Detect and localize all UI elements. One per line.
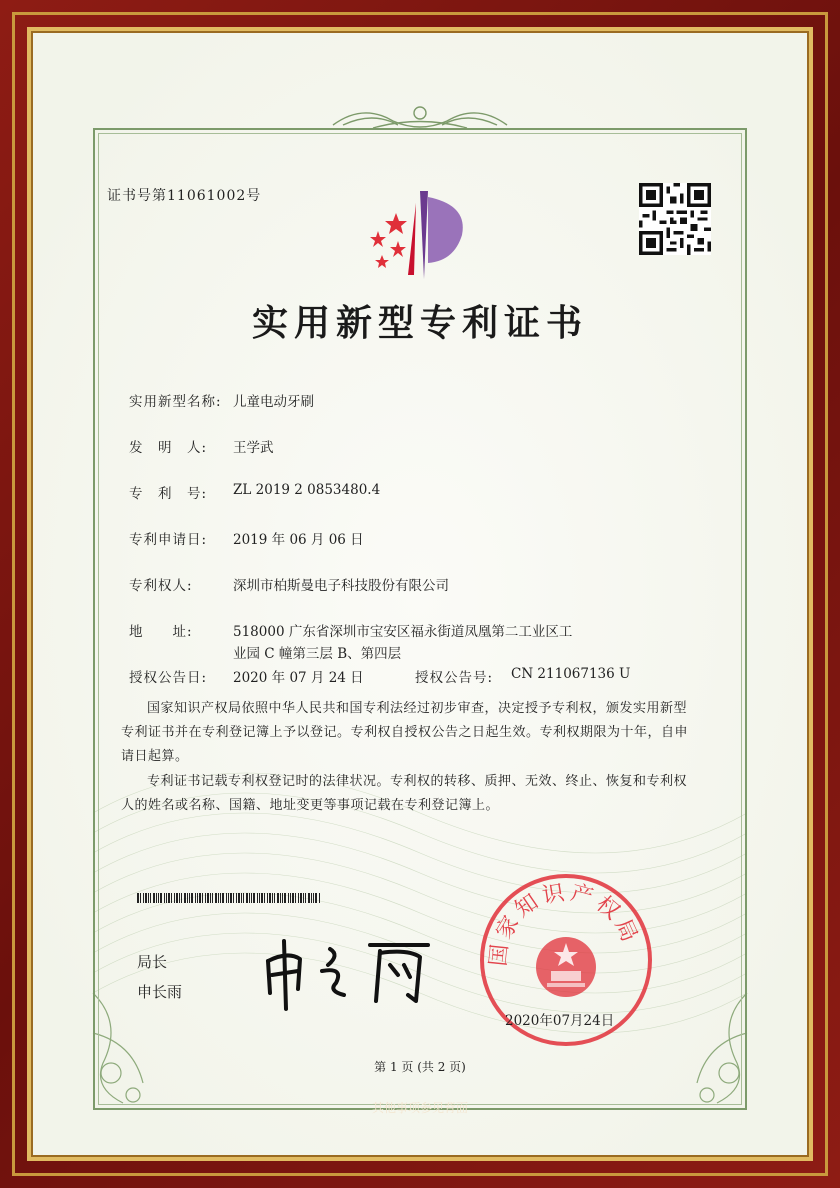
certificate-paper [33, 33, 807, 1155]
filing-date-label: 专利申请日: [129, 532, 208, 548]
patentee-value: 深圳市柏斯曼电子科技股份有限公司 [233, 578, 449, 594]
inventor-value: 王学武 [233, 440, 274, 456]
statement-paragraph-2: 专利证书记载专利权登记时的法律状况。专利权的转移、质押、无效、终止、恢复和专利权人的姓名或名称、国籍、地址变更等事项记载在专利登记簿上。 [121, 774, 688, 813]
director-title: 局长 [137, 953, 168, 971]
certificate-number: 证书号第11061002号 [107, 188, 262, 204]
patent-number-value: ZL 2019 2 0853480.4 [233, 482, 381, 498]
address-value-line2: 业园 C 幢第三层 B、第四层 [233, 646, 402, 662]
barcode-icon [137, 893, 323, 903]
footer-note: 其他事项参见背面 [371, 1101, 468, 1115]
certificate-title: 实用新型专利证书 [251, 302, 588, 344]
utility-model-name-label: 实用新型名称: [129, 394, 222, 410]
grant-date-label: 授权公告日: [129, 670, 208, 686]
qr-code-icon [639, 183, 711, 255]
seal-text: 国家知识产权局 [486, 880, 644, 968]
patent-office-logo-icon [358, 183, 470, 279]
grant-date-value: 2020 年 07 月 24 日 [233, 670, 364, 686]
grant-number-label: 授权公告号: [415, 670, 494, 686]
utility-model-name-value: 儿童电动牙刷 [233, 394, 314, 410]
filing-date-value: 2019 年 06 月 06 日 [233, 532, 364, 548]
patent-number-label: 专 利 号: [129, 486, 208, 502]
inventor-label: 发 明 人: [129, 440, 208, 456]
director-signature-icon [258, 931, 438, 1011]
address-value-line1: 518000 广东省深圳市宝安区福永街道凤凰第二工业区工 [233, 624, 573, 640]
patentee-label: 专利权人: [129, 578, 193, 594]
seal-date: 2020年07月24日 [505, 1013, 615, 1029]
address-label: 地 址: [129, 624, 193, 640]
statement-paragraph-1: 国家知识产权局依照中华人民共和国专利法经过初步审查，决定授予专利权，颁发实用新型专利证书并在专利登记簿上予以登记。专利权自授权公告之日起生效。专利权期限为十年，自申请日起算。 [121, 701, 689, 764]
director-name: 申长雨 [137, 983, 183, 1001]
grant-number-value: CN 211067136 U [511, 666, 631, 682]
page-indicator: 第 1 页 (共 2 页) [374, 1060, 466, 1074]
